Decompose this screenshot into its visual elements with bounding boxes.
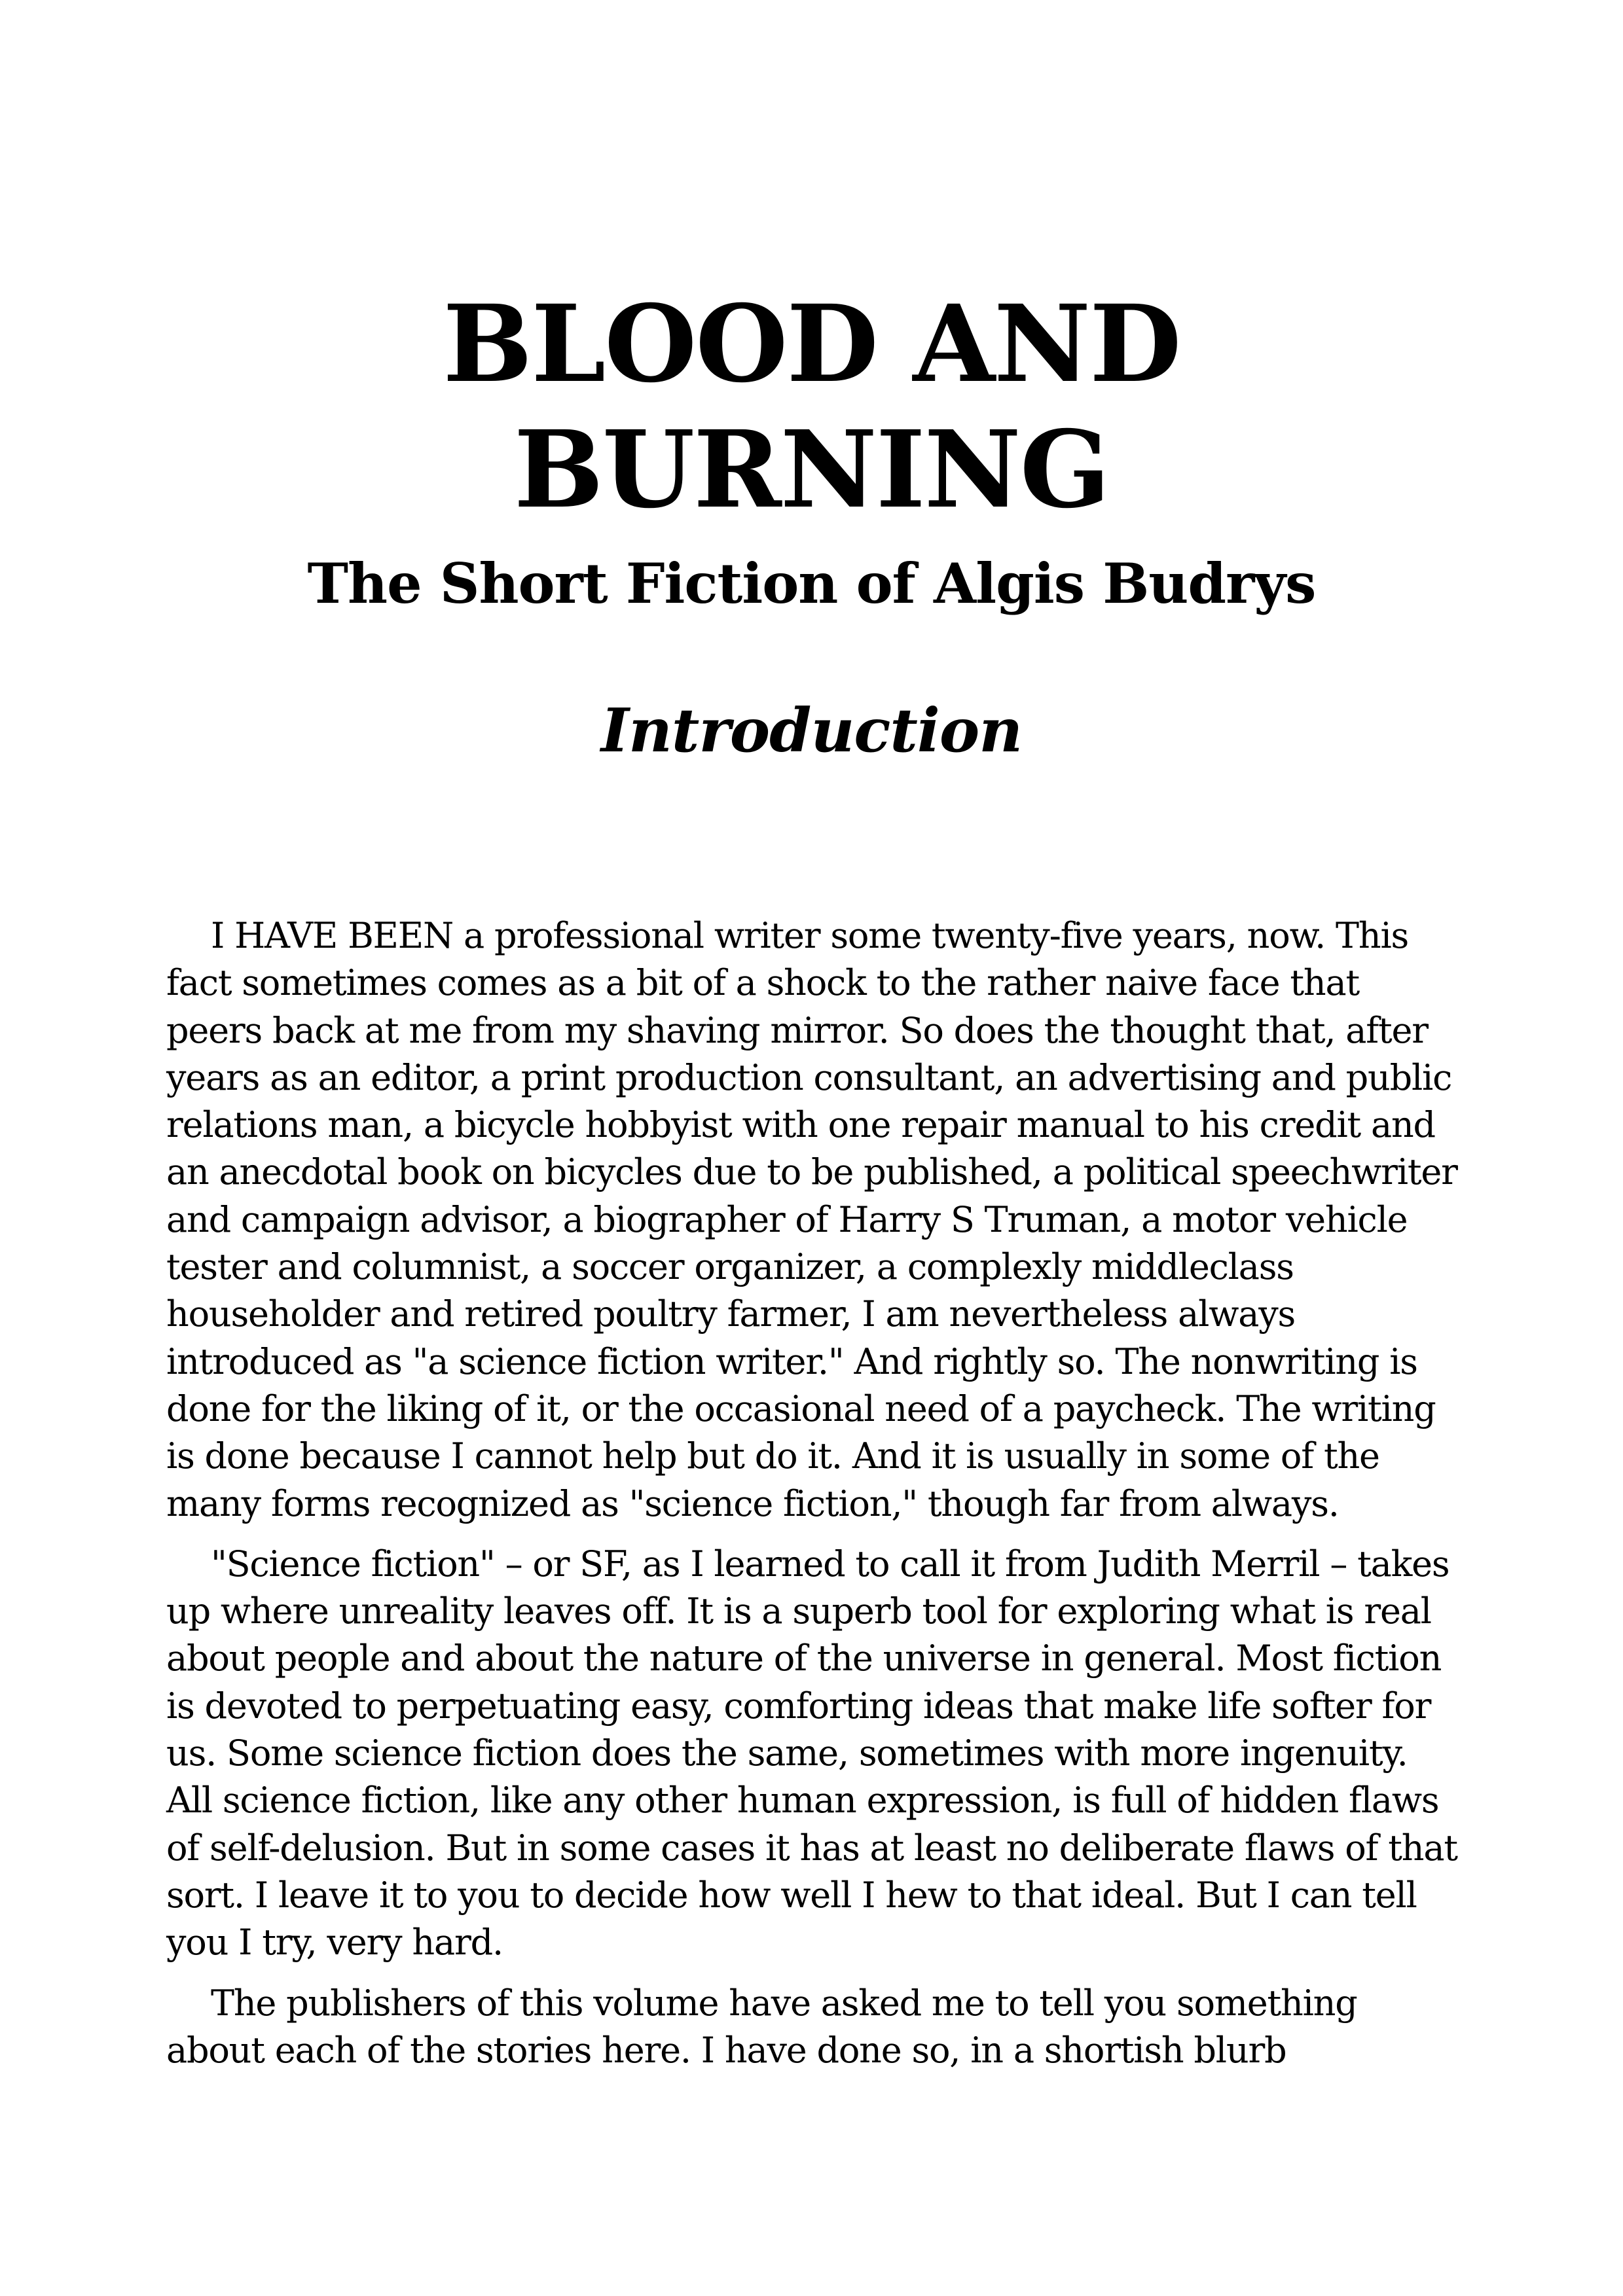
book-title-line-2: BURNING (513, 408, 1110, 532)
section-heading: Introduction (600, 695, 1023, 766)
paragraph-3: The publishers of this volume have asked me to tell you something about each of the stories here. I have done so, in a shortish blurb (166, 1982, 1357, 2071)
book-title (0, 281, 1623, 533)
book-subtitle: The Short Fiction of Algis Budrys (307, 551, 1316, 616)
paragraph-1: I HAVE BEEN a professional writer some twenty-five years, now. This fact sometimes comes as a bit of a shock to the rather naive face that peers back at me from my shaving mirror. So does the thought that, after years as an editor, a print production consultant, an advertising and public relations man, a bicycle hobbyist with one repair manual to his credit and an anecdotal book on bicycles due to be published, a political speechwriter and campaign advisor, a biographer of Harry S Truman, a motor vehicle tester and columnist, a soccer organizer, a complexly middleclass householder and retired poultry farmer, I am nevertheless always introduced as "a science fiction writer." And rightly so. The nonwriting is done for the liking of it, or the occasional need of a paycheck. The writing is done because I cannot help but do it. And it is usually in some of the many forms recognized as "science fiction," though far from always. (166, 915, 1457, 1524)
book-title-line-1: BLOOD AND (443, 282, 1180, 406)
paragraph-2: "Science fiction" – or SF, as I learned to call it from Judith Merril – takes up where unreality leaves off. It is a superb tool for exploring what is real about people and about the nature of the universe in general. Most fiction is devoted to perpetuating easy, comforting ideas that make life softer for us. Some science fiction does the same, sometimes with more ingenuity. All science fiction, like any other human expression, is full of hidden flaws of self-delusion. But in some cases it has at least no deliberate flaws of that sort. I leave it to you to decide how well I hew to that ideal. But I can tell you I try, very hard. (166, 1543, 1457, 1964)
body-text (166, 912, 1463, 2087)
